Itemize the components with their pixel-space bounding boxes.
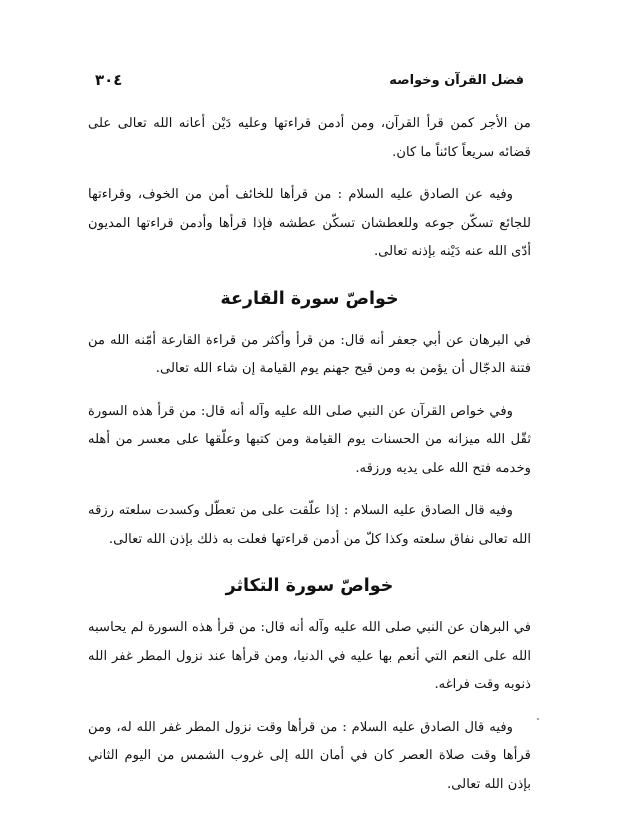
paragraph: وفيه عن الصادق عليه السلام : من قرأها للخائف أمن من الخوف، وقراءتها للجائع تسكّن جوعه وللعطشان تسكّن عطشه فإذا قرأها وأدمن قراءتها المديون أدّى الله عنه دَيْنه بإذنه تعالى. (88, 187, 531, 259)
section-heading: خواصّ سورة التكاثر (225, 576, 394, 596)
margin-speck (537, 718, 539, 720)
paragraph: وفيه قال الصادق عليه السلام : من قرأها وقت نزول المطر غفر الله له، ومن قرأها وقت صلاة العصر كان في أمان الله إلى غروب الشمس من اليوم الثاني بإذن الله تعالى. (88, 719, 531, 792)
paragraph: من الأجر كمن قرأ القرآن، ومن أدمن قراءتها وعليه دَيْن أعانه الله تعالى على قضائه سريعاً كائناً ما كان. (88, 116, 531, 160)
running-title: فضل القرآن وخواصه (389, 72, 524, 88)
paragraph: وفي خواص القرآن عن النبي صلى الله عليه وآله أنه قال: من قرأ هذه السورة ثقّل الله ميزانه من الحسنات يوم القيامة ومن كتبها وعلّقها على معسر من أهله وخدمه فتح الله على يديه ورزقه. (88, 403, 532, 476)
paragraph: في البرهان عن النبي صلى الله عليه وآله أنه قال: من قرأ هذه السورة لم يحاسبه الله على النعم التي أنعم بها عليه في الدنيا، ومن قرأها عند نزول المطر غفر الله ذنوبه وقت فراغه. (88, 620, 531, 692)
page-body (88, 110, 531, 813)
page-number: ٣٠٤ (95, 71, 123, 89)
section-heading: خواصّ سورة القارعة (220, 288, 399, 309)
page-header (95, 68, 524, 92)
paragraph: في البرهان عن أبي جعفر أنه قال: من قرأ وأكثر من قراءة القارعة أمّنه الله من فتنة الدجّال أن يؤمن به ومن قيح جهنم يوم القيامة إن شاء الله تعالى. (88, 332, 531, 376)
paragraph: وفيه قال الصادق عليه السلام : إذا علّقت على من تعطّل وكسدت سلعته رزقه الله تعالى نفاق سلعته وكذا كلّ من أدمن قراءتها فعلت به ذلك بإذن الله تعالى. (88, 503, 531, 547)
